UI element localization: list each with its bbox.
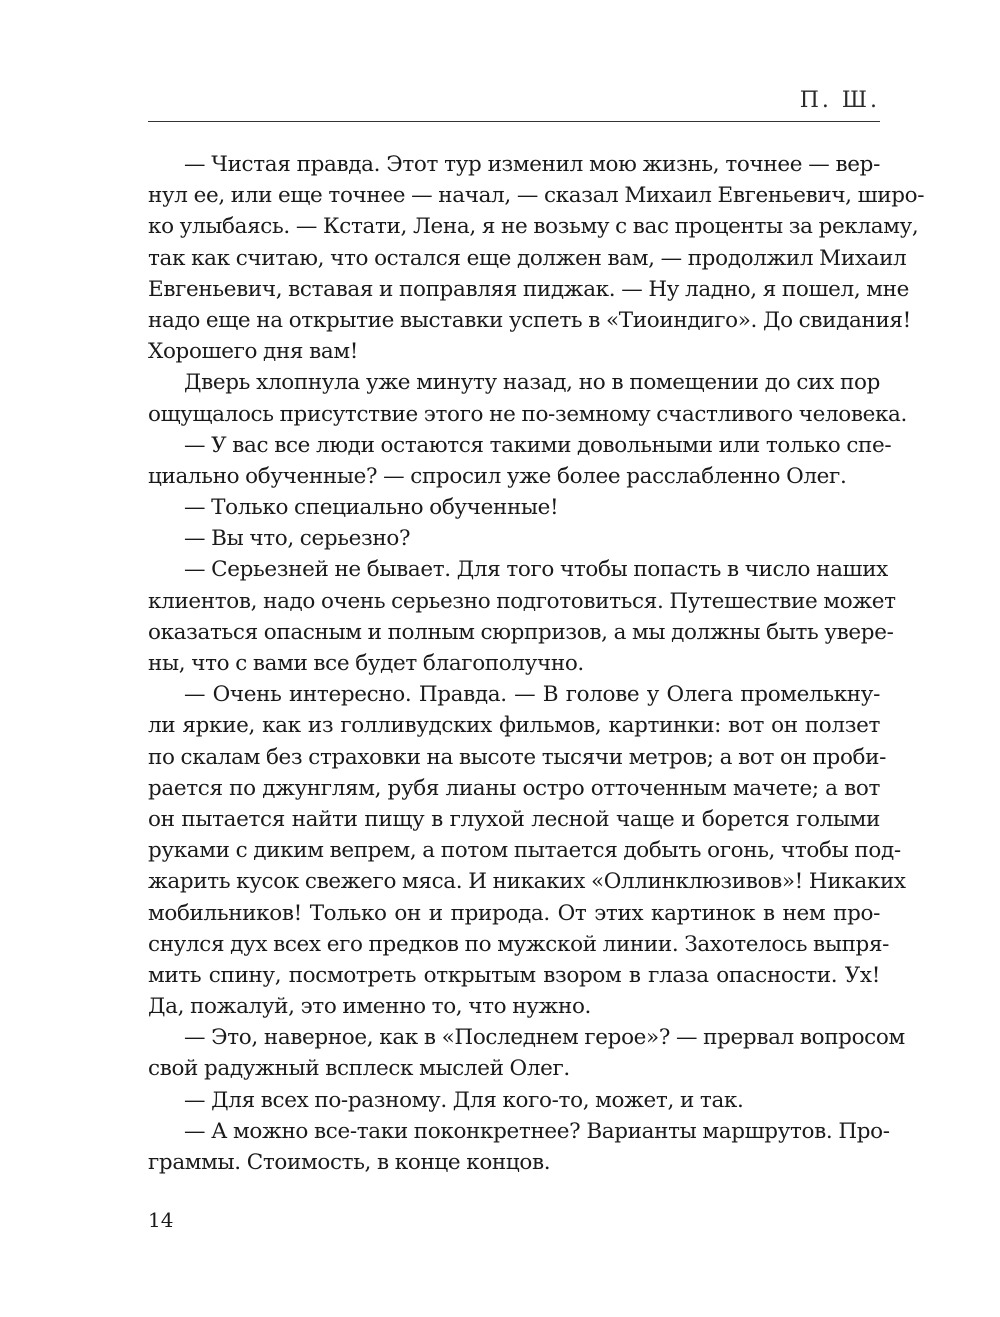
paragraph [148,149,925,367]
text-line: снулся дух всех его предков по мужской линии. Захотелось выпря- [148,931,890,957]
text-line: Евгеньевич, вставая и поправляя пиджак. — Ну ладно, я пошел, мне [148,276,910,302]
text-line: рается по джунглям, рубя лианы остро отточенным мачете; а вот [148,775,880,801]
text-line: надо еще на открытие выставки успеть в «Тиоиндиго». До свидания! [148,307,911,333]
text-line: — Очень интересно. Правда. — В голове у Олега промелькну- [184,682,880,708]
text-line: ко улыбаясь. — Кстати, Лена, я не возьму с вас проценты за рекламу, [148,214,919,240]
text-line: жарить кусок свежего мяса. И никаких «Оллинклюзивов»! Никаких [148,869,906,895]
text-line: — Чистая правда. Этот тур изменил мою жизнь, точнее — вер- [184,152,880,177]
running-head: П. Ш. [799,88,880,113]
text-line: нул ее, или еще точнее — начал, — сказал Михаил Евгеньевич, широ- [148,183,925,209]
text-line: руками с диким вепрем, а потом пытается добыть огонь, чтобы под- [148,838,901,864]
text-line: — Вы что, серьезно? [184,526,411,552]
paragraph [148,367,908,429]
text-line: оказаться опасным и полным сюрпризов, а мы должны быть увере- [148,619,894,645]
text-line: граммы. Стоимость, в конце концов. [148,1150,551,1175]
text-line: мить спину, посмотреть открытым взором в глаза опасности. Ух! [148,962,880,988]
header-rule [148,121,880,122]
text-line: — Для всех по-разному. Для кого-то, может, и так. [184,1087,744,1113]
text-line: он пытается найти пищу в глухой лесной чаще и борется голыми [148,806,880,832]
text-line: Хорошего дня вам! [148,339,359,365]
paragraph [148,679,906,1022]
text-line: так как считаю, что остался еще должен вам, — продолжил Михаил [148,245,907,271]
text-line: — У вас все люди остаются такими довольными или только спе- [184,432,892,458]
text-line: — Это, наверное, как в «Последнем герое»? — прервал вопросом [184,1025,905,1051]
text-line: клиентов, надо очень серьезно подготовиться. Путешествие может [148,588,896,614]
paragraph [148,554,896,679]
text-line: — А можно все-таки поконкретнее? Варианты маршрутов. Про- [184,1118,890,1144]
text-line: свой радужный всплеск мыслей Олег. [148,1056,570,1082]
text-line: циально обученные? — спросил уже более расслабленно Олег. [148,463,847,489]
text-line: — Серьезней не бывает. Для того чтобы попасть в число наших [184,557,888,583]
paragraph [148,523,880,554]
text-line: ощущалось присутствие этого не по-земному счастливого человека. [148,401,908,427]
text-line: мобильников! Только он и природа. От этих картинок в нем про- [148,900,880,926]
paragraph [148,492,880,523]
text-line: Да, пожалуй, это именно то, что нужно. [148,994,592,1020]
paragraph [148,1085,880,1116]
text-line: — Только специально обученные! [184,495,559,521]
text-line: ли яркие, как из голливудских фильмов, картинки: вот он ползет [148,713,880,739]
page-number: 14 [148,1208,174,1232]
text-line: ны, что с вами все будет благополучно. [148,651,584,676]
body-text [148,149,925,1178]
text-line: по скалам без страховки на высоте тысячи метров; а вот он проби- [148,744,887,770]
paragraph [148,430,892,492]
paragraph [148,1116,890,1178]
text-line: Дверь хлопнула уже минуту назад, но в помещении до сих пор [184,370,880,396]
paragraph [148,1022,905,1084]
